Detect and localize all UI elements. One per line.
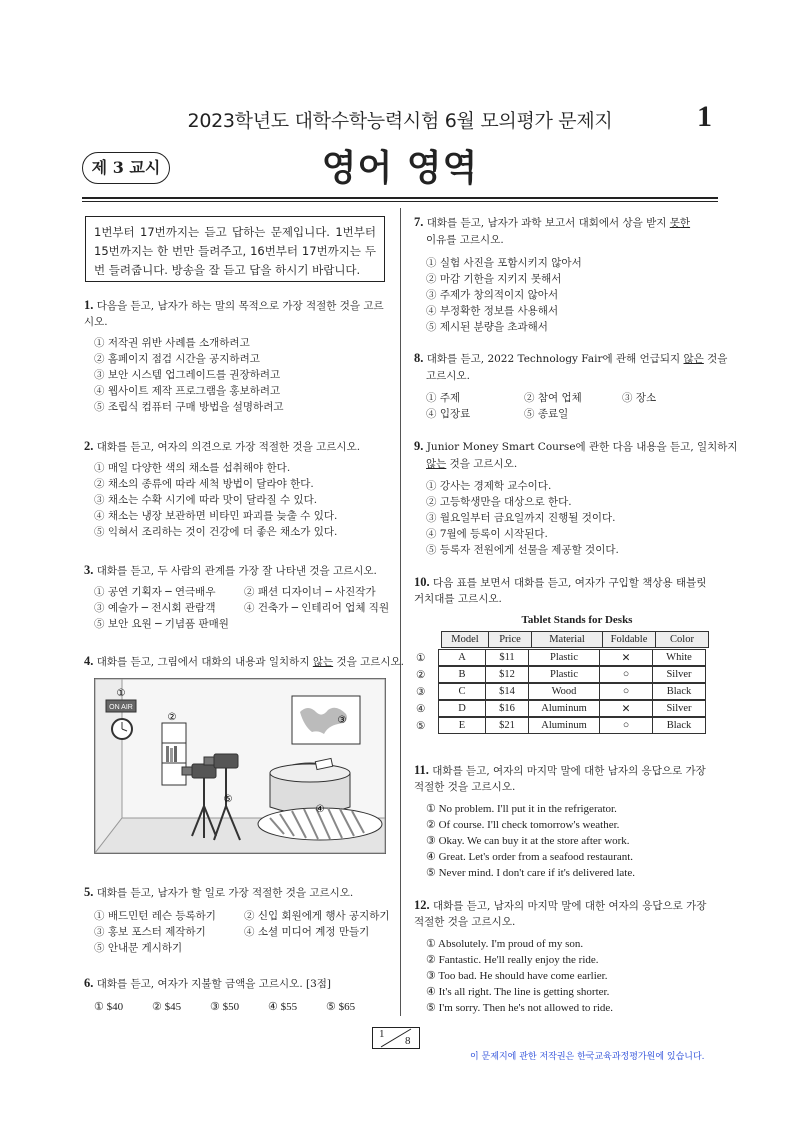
question-5 xyxy=(84,884,353,901)
q5-option-4[interactable]: ④ 소셜 미디어 계정 만들기 xyxy=(244,926,370,938)
question-1 xyxy=(84,297,389,330)
q2-option-3[interactable]: ③ 채소는 수확 시기에 따라 맛이 달라질 수 있다. xyxy=(94,494,318,506)
table-cell: $12 xyxy=(486,667,529,683)
studio-illustration xyxy=(94,678,386,854)
question-stem: 대화를 듣고, 남자가 과학 보고서 대회에서 상을 받지 xyxy=(426,217,670,229)
question-3 xyxy=(84,562,377,579)
mark-3: ③ xyxy=(337,715,347,726)
page-number: 1 xyxy=(697,100,712,133)
product-table-wrapper xyxy=(416,630,710,649)
question-8-stem-tail: 고르시오. xyxy=(426,370,470,382)
table-cell: Silver xyxy=(653,701,706,717)
question-11 xyxy=(414,762,718,795)
table-cell: ○ xyxy=(600,718,653,734)
question-stem: 대화를 듣고, 여자의 마지막 말에 대한 남자의 응답으로 가장 적절한 것을 고르시오. xyxy=(414,765,706,793)
question-number: 9. xyxy=(414,439,424,453)
table-cell: ○ xyxy=(600,667,653,683)
q3-option-1[interactable]: ① 공연 기획자 ─ 연극배우 xyxy=(94,586,216,598)
question-stem-tail: 것을 고르시오. xyxy=(446,458,518,470)
q1-option-5[interactable]: ⑤ 조립식 컴퓨터 구매 방법을 설명하려고 xyxy=(94,401,284,413)
mark-2: ② xyxy=(167,712,177,723)
q1-option-2[interactable]: ② 홈페이지 점검 시간을 공지하려고 xyxy=(94,353,260,365)
q9-option-2[interactable]: ② 고등학생만을 대상으로 한다. xyxy=(426,496,572,508)
column-divider xyxy=(400,208,401,1016)
q7-option-5[interactable]: ⑤ 제시된 분량을 초과해서 xyxy=(426,321,548,333)
product-table-layout xyxy=(416,630,710,649)
question-stem: 대화를 듣고, 남자가 할 일로 가장 적절한 것을 고르시오. xyxy=(96,887,354,899)
question-number: 3. xyxy=(84,563,94,577)
q6-option-1[interactable]: ① $40 xyxy=(94,1001,124,1013)
q11-option-1[interactable]: ① No problem. I'll put it in the refrigerator. xyxy=(426,803,617,815)
table-cell: ✕ xyxy=(600,650,653,666)
question-number: 2. xyxy=(84,439,94,453)
q5-option-1[interactable]: ① 배드민턴 레슨 등록하기 xyxy=(94,910,216,922)
q1-option-3[interactable]: ③ 보안 시스템 업그레이드를 권장하려고 xyxy=(94,369,281,381)
q11-option-3[interactable]: ③ Okay. We can buy it at the store after work. xyxy=(426,835,630,847)
q1-option-1[interactable]: ① 저작권 위반 사례를 소개하려고 xyxy=(94,337,250,349)
question-7-stem-end: 이유를 고르시오. xyxy=(426,234,504,246)
q2-option-2[interactable]: ② 채소의 종류에 따라 세척 방법이 달라야 한다. xyxy=(94,478,314,490)
q12-option-3[interactable]: ③ Too bad. He should have come earlier. xyxy=(426,970,608,982)
q8-option-5[interactable]: ⑤ 종료일 xyxy=(524,408,569,420)
col-foldable: Foldable xyxy=(603,632,656,648)
question-number: 4. xyxy=(84,654,94,668)
table-cell: Plastic xyxy=(529,667,600,683)
row-mark[interactable]: ④ xyxy=(416,702,426,715)
q9-option-5[interactable]: ⑤ 등록자 전원에게 선물을 제공할 것이다. xyxy=(426,544,619,556)
q12-option-5[interactable]: ⑤ I'm sorry. Then he's not allowed to ride. xyxy=(426,1002,614,1014)
table-cell: A xyxy=(439,650,486,666)
q6-option-5[interactable]: ⑤ $65 xyxy=(326,1001,356,1013)
q8-option-1[interactable]: ① 주제 xyxy=(426,392,461,404)
table-body xyxy=(416,649,706,734)
table-title: Tablet Stands for Desks xyxy=(521,614,633,626)
q3-option-3[interactable]: ③ 예술가 ─ 전시회 관람객 xyxy=(94,602,216,614)
table-cell: Plastic xyxy=(529,650,600,666)
question-4 xyxy=(84,653,404,670)
q2-option-4[interactable]: ④ 채소는 냉장 보관하면 비타민 파괴를 늦출 수 있다. xyxy=(94,510,338,522)
page-indicator xyxy=(372,1027,420,1049)
table-cell: $11 xyxy=(486,650,529,666)
q2-option-1[interactable]: ① 매일 다양한 색의 채소를 섭취해야 한다. xyxy=(94,462,291,474)
table-cell: B xyxy=(439,667,486,683)
q9-option-4[interactable]: ④ 7월에 등록이 시작된다. xyxy=(426,528,548,540)
table-cell: E xyxy=(439,718,486,734)
q8-option-4[interactable]: ④ 입장료 xyxy=(426,408,471,420)
mark-5: ⑤ xyxy=(223,794,233,805)
question-9-stem-end xyxy=(426,456,517,472)
col-model: Model xyxy=(442,632,489,648)
exam-title: 2023학년도 대학수학능력시험 6월 모의평가 문제지 xyxy=(187,110,613,132)
table-row xyxy=(416,683,706,700)
table-header-row xyxy=(442,632,709,648)
question-stem: 대화를 듣고, 여자가 지불할 금액을 고르시오. [3점] xyxy=(96,978,332,990)
q8-option-2[interactable]: ② 참여 업체 xyxy=(524,392,582,404)
q7-option-2[interactable]: ② 마감 기한을 지키지 못해서 xyxy=(426,273,562,285)
col-material: Material xyxy=(532,632,603,648)
q8-option-3[interactable]: ③ 장소 xyxy=(622,392,657,404)
mark-1: ① xyxy=(116,688,126,699)
question-stem-end: 것을 고르시오. xyxy=(333,656,404,668)
table-cell: $16 xyxy=(486,701,529,717)
row-mark[interactable]: ⑤ xyxy=(416,719,426,732)
q5-option-3[interactable]: ③ 홍보 포스터 제작하기 xyxy=(94,926,206,938)
q1-option-4[interactable]: ④ 웹사이트 제작 프로그램을 홍보하려고 xyxy=(94,385,281,397)
header-rule-thin xyxy=(82,201,718,202)
question-6 xyxy=(84,975,331,992)
question-number: 6. xyxy=(84,976,94,990)
q5-option-2[interactable]: ② 신입 회원에게 행사 공지하기 xyxy=(244,910,390,922)
row-mark[interactable]: ③ xyxy=(416,685,426,698)
table-cell: White xyxy=(653,650,706,666)
table-cell: Silver xyxy=(653,667,706,683)
product-table xyxy=(441,631,709,648)
question-number: 8. xyxy=(414,351,424,365)
question-7 xyxy=(414,214,690,231)
question-stem-end: 것을 xyxy=(703,353,728,365)
q12-option-2[interactable]: ② Fantastic. He'll really enjoy the ride. xyxy=(426,954,599,966)
table-cell: Aluminum xyxy=(529,718,600,734)
question-number: 11. xyxy=(414,763,429,777)
table-cell: ○ xyxy=(600,684,653,700)
question-stem-underlined: 못한 xyxy=(669,217,691,229)
question-12 xyxy=(414,897,718,930)
question-stem: 다음을 듣고, 남자가 하는 말의 목적으로 가장 적절한 것을 고르시오. xyxy=(84,300,384,328)
row-mark[interactable]: ② xyxy=(416,668,426,681)
table-cell: Wood xyxy=(529,684,600,700)
question-number: 7. xyxy=(414,215,424,229)
q7-option-1[interactable]: ① 실험 사진을 포함시키지 않아서 xyxy=(426,257,582,269)
q12-option-1[interactable]: ① Absolutely. I'm proud of my son. xyxy=(426,938,584,950)
on-air-text: ON AIR xyxy=(109,704,133,711)
q11-option-4[interactable]: ④ Great. Let's order from a seafood restaurant. xyxy=(426,851,634,863)
subject-title: 영어 영역 xyxy=(321,148,479,189)
question-9 xyxy=(414,438,738,455)
q9-option-1[interactable]: ① 강사는 경제학 교수이다. xyxy=(426,480,552,492)
question-number: 12. xyxy=(414,898,430,912)
current-page: 1 xyxy=(379,1028,385,1040)
question-number: 5. xyxy=(84,885,94,899)
total-pages: 8 xyxy=(405,1035,411,1047)
header-rule xyxy=(82,197,718,199)
question-stem: 대화를 듣고, 남자의 마지막 말에 대한 여자의 응답으로 가장 적절한 것을 고르시오. xyxy=(414,900,707,928)
question-stem: Junior Money Smart Course에 관한 다음 내용을 듣고, 일치하지 xyxy=(426,441,738,453)
question-10 xyxy=(414,574,718,607)
q3-option-5[interactable]: ⑤ 보안 요원 ─ 기념품 판매원 xyxy=(94,618,229,630)
table-cell: ✕ xyxy=(600,701,653,717)
table-cell: $14 xyxy=(486,684,529,700)
q6-option-4[interactable]: ④ $55 xyxy=(268,1001,298,1013)
table-row xyxy=(416,649,706,666)
q6-option-3[interactable]: ③ $50 xyxy=(210,1001,240,1013)
table-cell: $21 xyxy=(486,718,529,734)
question-stem-underlined: 않은 xyxy=(683,353,704,365)
q3-option-4[interactable]: ④ 건축가 ─ 인테리어 업체 직원 xyxy=(244,602,390,614)
session-badge: 제 3 교시 xyxy=(82,152,170,184)
question-stem-underlined: 않는 xyxy=(312,656,334,668)
table-cell: Aluminum xyxy=(529,701,600,717)
col-color: Color xyxy=(656,632,709,648)
table-row xyxy=(416,717,706,734)
question-stem: 대화를 듣고, 여자의 의견으로 가장 적절한 것을 고르시오. xyxy=(96,441,361,453)
table-row xyxy=(416,666,706,683)
question-number: 1. xyxy=(84,298,94,312)
q2-option-5[interactable]: ⑤ 익혀서 조리하는 것이 건강에 더 좋은 채소가 있다. xyxy=(94,526,338,538)
question-number: 10. xyxy=(414,575,430,589)
q9-option-3[interactable]: ③ 월요일부터 금요일까지 진행될 것이다. xyxy=(426,512,616,524)
table-cell: Black xyxy=(653,718,706,734)
row-mark[interactable]: ① xyxy=(416,651,426,664)
copyright-notice: 이 문제지에 관한 저작권은 한국교육과정평가원에 있습니다. xyxy=(470,1052,705,1062)
q11-option-2[interactable]: ② Of course. I'll check tomorrow's weather. xyxy=(426,819,620,831)
listening-notice: 1번부터 17번까지는 듣고 답하는 문제입니다. 1번부터 15번까지는 한 번만 들려주고, 16번부터 17번까지는 두 번 들려줍니다. 방송을 잘 듣고 답을 하시기 바랍니다. xyxy=(85,216,385,282)
mark-4: ④ xyxy=(315,804,325,815)
question-stem: 대화를 듣고, 2022 Technology Fair에 관해 언급되지 xyxy=(426,353,684,365)
q7-option-4[interactable]: ④ 부정확한 정보를 사용해서 xyxy=(426,305,559,317)
table-cell: C xyxy=(439,684,486,700)
q3-option-2[interactable]: ② 패션 디자이너 ─ 사진작가 xyxy=(244,586,376,598)
table-cell: D xyxy=(439,701,486,717)
question-stem: 대화를 듣고, 그림에서 대화의 내용과 일치하지 xyxy=(96,656,313,668)
question-stem: 대화를 듣고, 두 사람의 관계를 가장 잘 나타낸 것을 고르시오. xyxy=(96,565,377,577)
q6-option-2[interactable]: ② $45 xyxy=(152,1001,182,1013)
q7-option-3[interactable]: ③ 주제가 창의적이지 않아서 xyxy=(426,289,559,301)
question-stem-underlined: 않는 xyxy=(426,458,447,470)
question-8 xyxy=(414,350,727,367)
table-cell: Black xyxy=(653,684,706,700)
q11-option-5[interactable]: ⑤ Never mind. I don't care if it's delivered late. xyxy=(426,867,635,879)
question-stem: 다음 표를 보면서 대화를 듣고, 여자가 구입할 책상용 태블릿 거치대를 고르시오. xyxy=(414,577,707,605)
q5-option-5[interactable]: ⑤ 안내문 게시하기 xyxy=(94,942,183,954)
question-2 xyxy=(84,438,360,455)
table-row xyxy=(416,700,706,717)
col-price: Price xyxy=(489,632,532,648)
q12-option-4[interactable]: ④ It's all right. The line is getting shorter. xyxy=(426,986,610,998)
